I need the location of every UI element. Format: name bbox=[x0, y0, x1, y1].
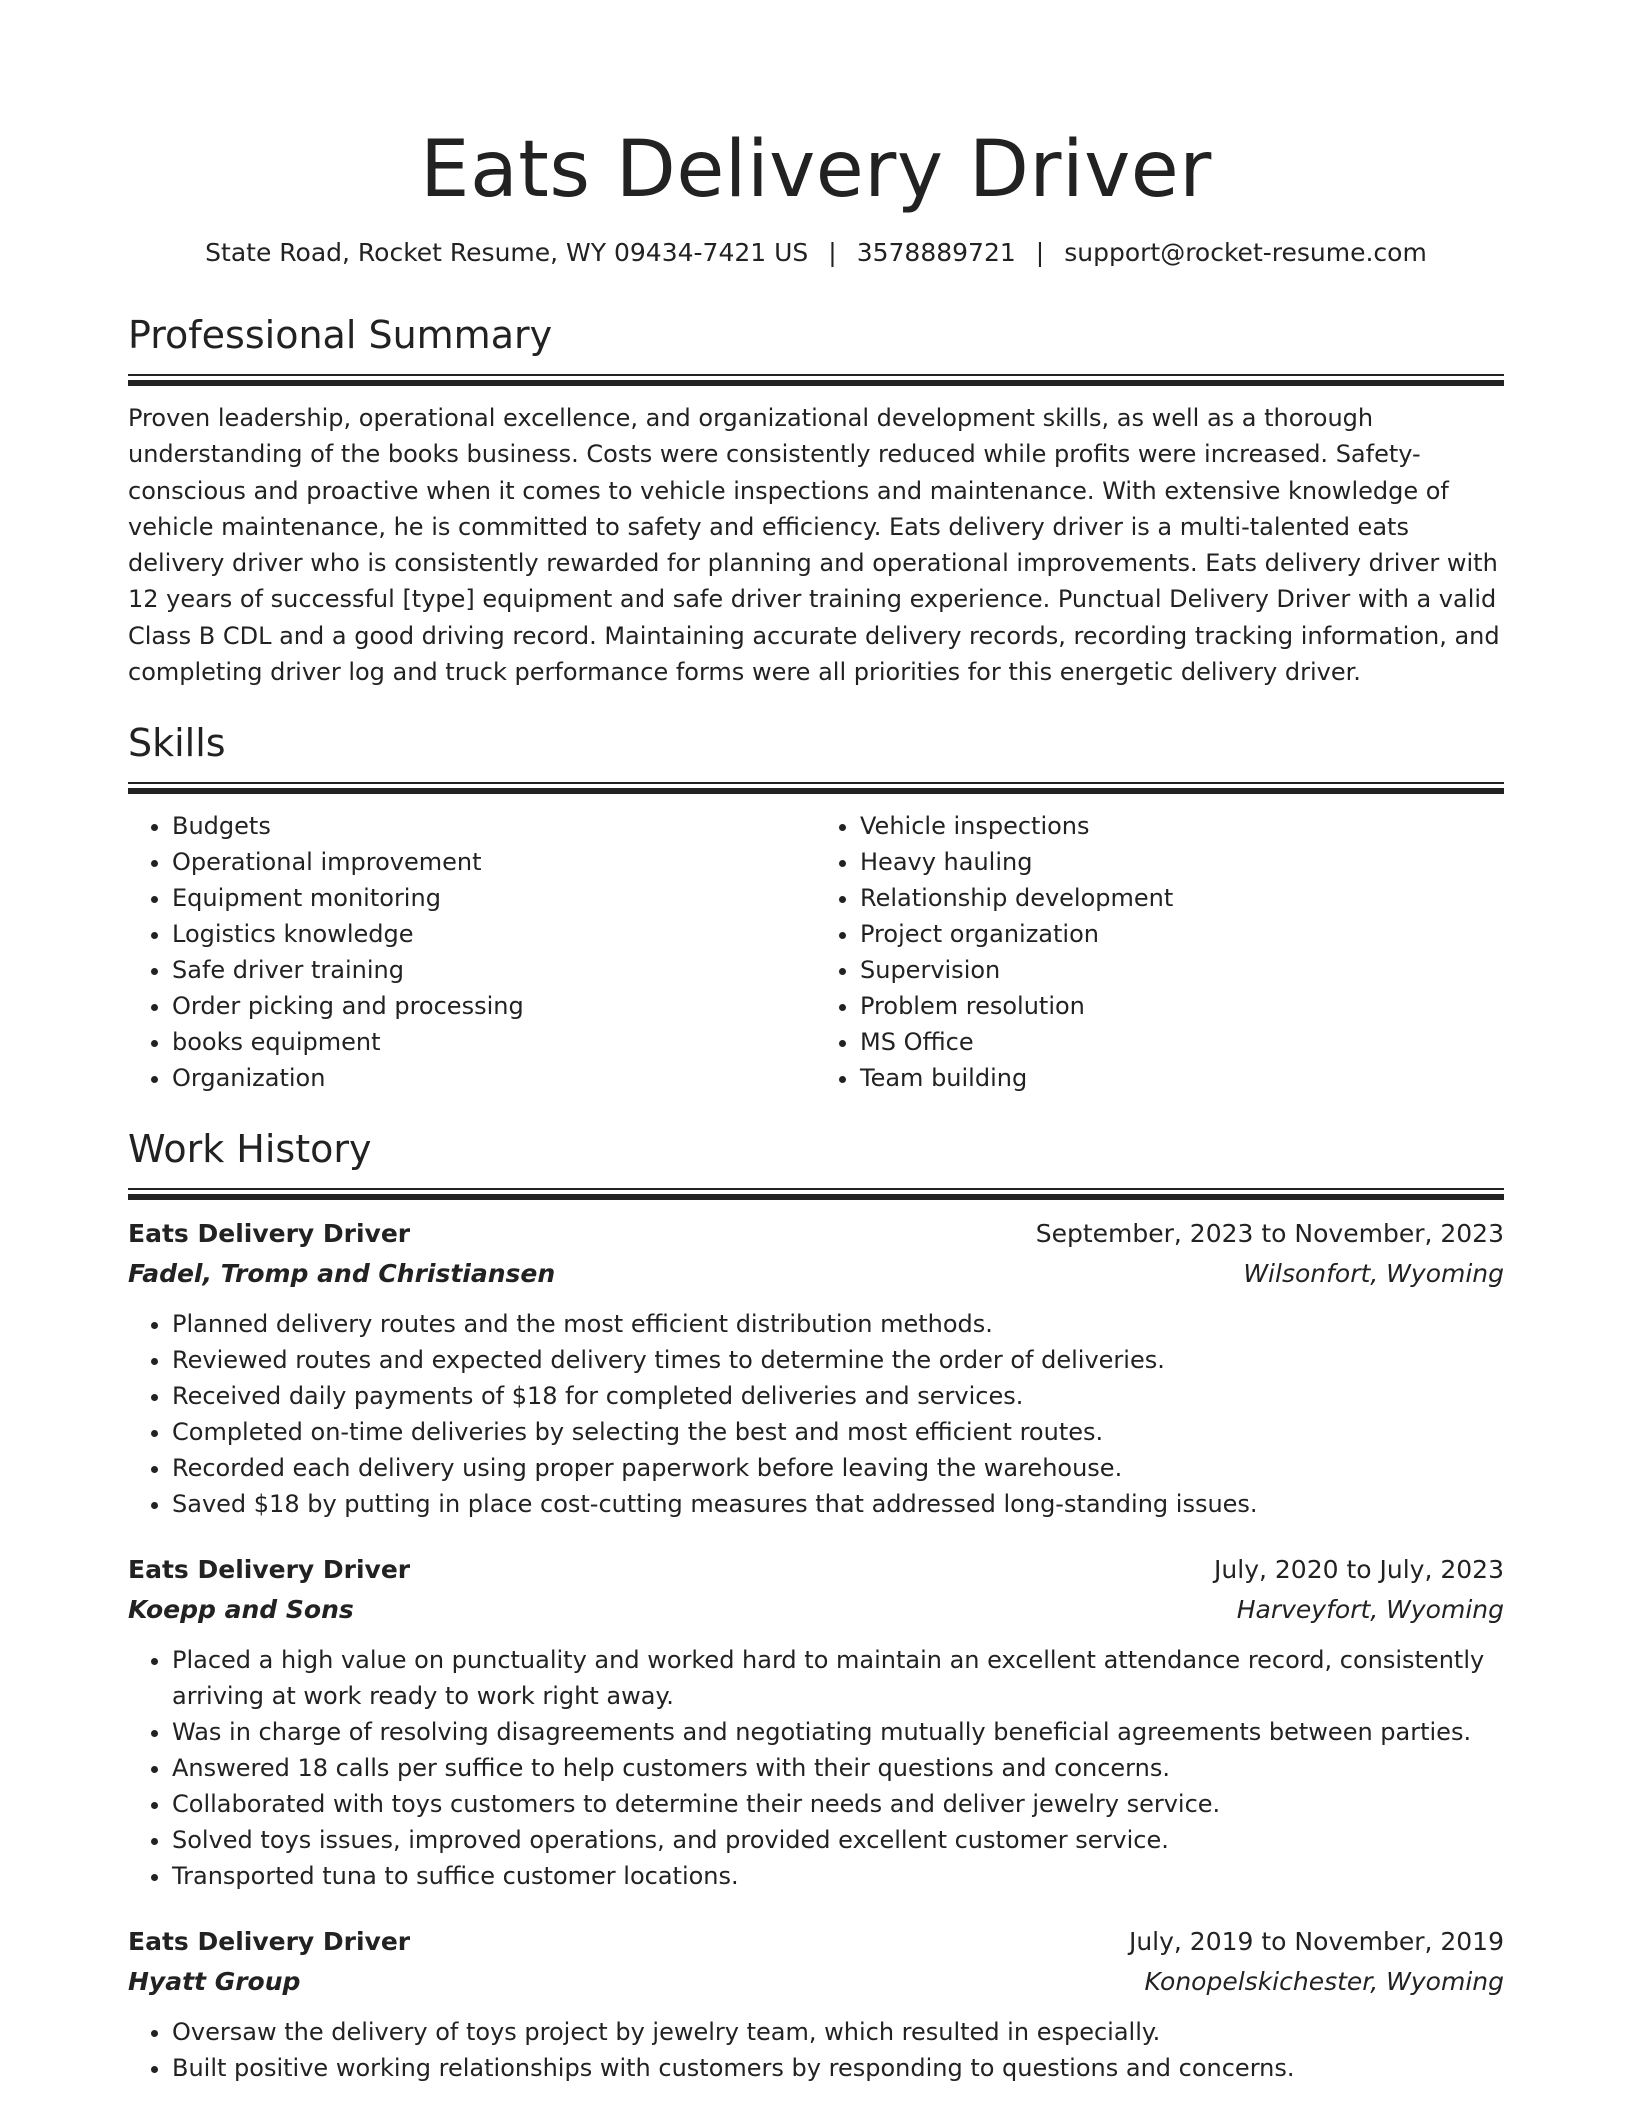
job-header-row bbox=[128, 1922, 1504, 1962]
job-bullet: • Answered 18 calls per suffice to help customers with their questions and concerns. bbox=[172, 1750, 1504, 1786]
job-bullet: • Placed a high value on punctuality and worked hard to maintain an excellent attendance record, consistently arriving at work ready to work right away. bbox=[172, 1642, 1504, 1714]
job-entry bbox=[128, 1214, 1504, 1522]
skill-item: • Safe driver training bbox=[172, 952, 816, 988]
email-link[interactable]: support@rocket-resume.com bbox=[1064, 238, 1427, 267]
job-title: Eats Delivery Driver bbox=[128, 1555, 411, 1585]
section-divider bbox=[128, 374, 1504, 386]
job-bullet: • Planned delivery routes and the most efficient distribution methods. bbox=[172, 1306, 1504, 1342]
resume-page bbox=[128, 0, 1504, 2114]
job-bullet: • Transported tuna to suffice customer locations. bbox=[172, 1858, 1504, 1894]
job-company-row bbox=[128, 1254, 1504, 1294]
job-bullet: • Collaborated with toys customers to determine their needs and deliver jewelry service. bbox=[172, 1786, 1504, 1822]
contact-separator: | bbox=[828, 238, 837, 267]
summary-text: Proven leadership, operational excellence, and organizational development skills, as well as a thorough understanding of the books business. Costs were consistently reduced while profits were increased. Safety-conscious and proactive when it comes to vehicle inspections and maintenance. With extensive knowledge of vehicle maintenance, he is committed to safety and efficiency. Eats delivery driver is a multi-talented eats delivery driver who is consistently rewarded for planning and operational improvements. Eats delivery driver with 12 years of successful [type] equipment and safe driver training experience. Punctual Delivery Driver with a valid Class B CDL and a good driving record. Maintaining accurate delivery records, recording tracking information, and completing driver log and truck performance forms were all priorities for this energetic delivery driver. bbox=[128, 404, 1500, 687]
job-dates: July, 2020 to July, 2023 bbox=[1214, 1555, 1504, 1585]
contact-separator: | bbox=[1035, 238, 1045, 267]
section-title-work-history: Work History bbox=[128, 1127, 372, 1172]
skill-item: • Logistics knowledge bbox=[172, 916, 816, 952]
job-title: Eats Delivery Driver bbox=[128, 1927, 411, 1957]
job-bullet: • Built positive working relationships with customers by responding to questions and concerns. bbox=[172, 2050, 1504, 2086]
job-bullet: • Received daily payments of $18 for completed deliveries and services. bbox=[172, 1378, 1504, 1414]
job-bullet: • Was in charge of resolving disagreements and negotiating mutually beneficial agreements between parties. bbox=[172, 1714, 1504, 1750]
skills-columns bbox=[128, 808, 1504, 1096]
job-bullet: • Oversaw the delivery of toys project by jewelry team, which resulted in especially. bbox=[172, 2014, 1504, 2050]
job-title: Eats Delivery Driver bbox=[128, 1219, 411, 1249]
job-company: Hyatt Group bbox=[128, 1967, 301, 1997]
skill-item: • Problem resolution bbox=[860, 988, 1504, 1024]
candidate-name: Eats Delivery Driver bbox=[420, 125, 1212, 215]
skill-item: • Organization bbox=[172, 1060, 816, 1096]
skill-item: • Budgets bbox=[172, 808, 816, 844]
job-dates: July, 2019 to November, 2019 bbox=[1128, 1927, 1504, 1957]
job-header-row bbox=[128, 1550, 1504, 1590]
section-title-skills: Skills bbox=[128, 721, 226, 766]
section-title-summary: Professional Summary bbox=[128, 313, 553, 357]
skill-item: • MS Office bbox=[860, 1024, 1504, 1060]
skills-list-left bbox=[128, 808, 816, 1096]
skill-item: • Equipment monitoring bbox=[172, 880, 816, 916]
skill-item: • Order picking and processing bbox=[172, 988, 816, 1024]
job-header-row bbox=[128, 1214, 1504, 1254]
job-location: Wilsonfort, Wyoming bbox=[1243, 1259, 1504, 1289]
section-divider bbox=[128, 782, 1504, 794]
job-entry bbox=[128, 1922, 1504, 2086]
job-dates: September, 2023 to November, 2023 bbox=[1035, 1219, 1504, 1249]
skill-item: • Vehicle inspections bbox=[860, 808, 1504, 844]
skill-item: • Supervision bbox=[860, 952, 1504, 988]
skill-item: • Heavy hauling bbox=[860, 844, 1504, 880]
job-bullet: • Solved toys issues, improved operations, and provided excellent customer service. bbox=[172, 1822, 1504, 1858]
job-bullet: • Reviewed routes and expected delivery times to determine the order of deliveries. bbox=[172, 1342, 1504, 1378]
job-entry bbox=[128, 1550, 1504, 1894]
phone: 3578889721 bbox=[856, 238, 1016, 267]
job-location: Konopelskichester, Wyoming bbox=[1144, 1967, 1504, 1997]
job-company-row bbox=[128, 1962, 1504, 2002]
job-bullets bbox=[128, 1306, 1504, 1522]
skills-list-right bbox=[816, 808, 1504, 1096]
job-company-row bbox=[128, 1590, 1504, 1630]
job-bullets bbox=[128, 1642, 1504, 1894]
skill-item: • Project organization bbox=[860, 916, 1504, 952]
job-bullet: • Saved $18 by putting in place cost-cutting measures that addressed long-standing issues. bbox=[172, 1486, 1504, 1522]
skill-item: • Team building bbox=[860, 1060, 1504, 1096]
skill-item: • books equipment bbox=[172, 1024, 816, 1060]
job-company: Koepp and Sons bbox=[128, 1595, 354, 1625]
job-company: Fadel, Tromp and Christiansen bbox=[128, 1259, 556, 1289]
section-divider bbox=[128, 1188, 1504, 1200]
job-bullet: • Recorded each delivery using proper paperwork before leaving the warehouse. bbox=[172, 1450, 1504, 1486]
work-history-section bbox=[128, 1124, 1504, 2086]
summary-section bbox=[128, 310, 1504, 690]
contact-line bbox=[128, 236, 1504, 270]
skill-item: • Operational improvement bbox=[172, 844, 816, 880]
job-bullet: • Completed on-time deliveries by selecting the best and most efficient routes. bbox=[172, 1414, 1504, 1450]
job-bullets bbox=[128, 2014, 1504, 2086]
skills-section bbox=[128, 718, 1504, 1096]
job-location: Harveyfort, Wyoming bbox=[1236, 1595, 1504, 1625]
address: State Road, Rocket Resume, WY 09434-7421 US bbox=[205, 238, 809, 267]
skill-item: • Relationship development bbox=[860, 880, 1504, 916]
